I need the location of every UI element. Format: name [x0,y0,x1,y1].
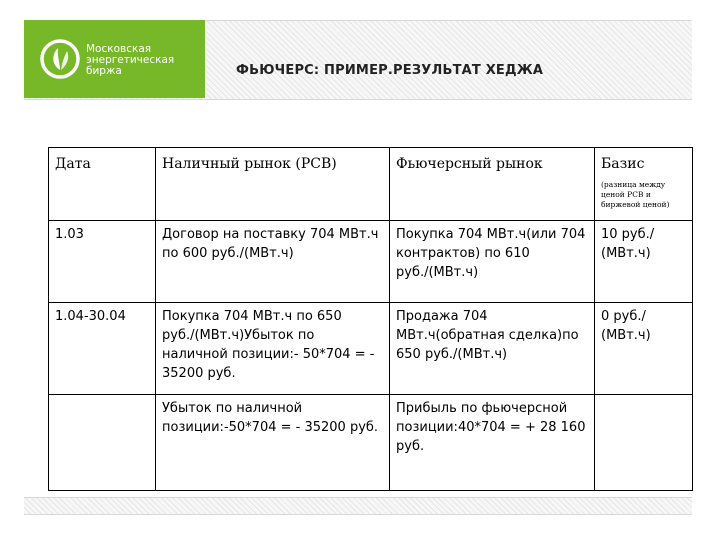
cell-basis: 10 руб./ (МВт.ч) [595,221,693,303]
cell-futures: Продажа 704 МВт.ч(обратная сделка)по 650 руб./(МВт.ч) [390,303,595,395]
cell-cash: Убыток по наличной позиции:-50*704 = - 35200 руб. [156,395,390,491]
table-row [49,221,693,303]
header-futures-market: Фьючерсный рынок [390,148,595,221]
cell-date [49,395,156,491]
exchange-logo-icon [40,39,80,79]
cell-cash: Покупка 704 МВт.ч по 650 руб./(МВт.ч)Убыток по наличной позиции:- 50*704 = - 35200 руб. [156,303,390,395]
cell-basis [595,395,693,491]
cell-futures: Покупка 704 МВт.ч(или 704 контрактов) по 610 руб./(МВт.ч) [390,221,595,303]
cell-date: 1.03 [49,221,156,303]
header-cash-market: Наличный рынок (РСВ) [156,148,390,221]
page-title: ФЬЮЧЕРС: ПРИМЕР.РЕЗУЛЬТАТ ХЕДЖА [236,63,544,78]
header-basis [595,148,693,221]
cell-cash: Договор на поставку 704 МВт.ч по 600 руб./(МВт.ч) [156,221,390,303]
table-row [49,303,693,395]
footer-band [24,497,692,515]
table-header-row [49,148,693,221]
cell-basis: 0 руб./ (МВт.ч) [595,303,693,395]
table-row [49,395,693,491]
cell-futures: Прибыль по фьючерсной позиции:40*704 = + 28 160 руб. [390,395,595,491]
header-date: Дата [49,148,156,221]
logo-line-1: Московская [86,43,152,55]
logo-text [86,44,174,77]
header-basis-note: (разница между ценой РСВ и биржевой ценой) [601,180,670,209]
cell-date: 1.04-30.04 [49,303,156,395]
hedge-result-table [48,147,693,491]
logo [24,20,205,98]
header-basis-label: Базис [601,156,645,172]
logo-line-2: энергетическая [86,54,175,66]
logo-line-3: биржа [86,65,122,77]
